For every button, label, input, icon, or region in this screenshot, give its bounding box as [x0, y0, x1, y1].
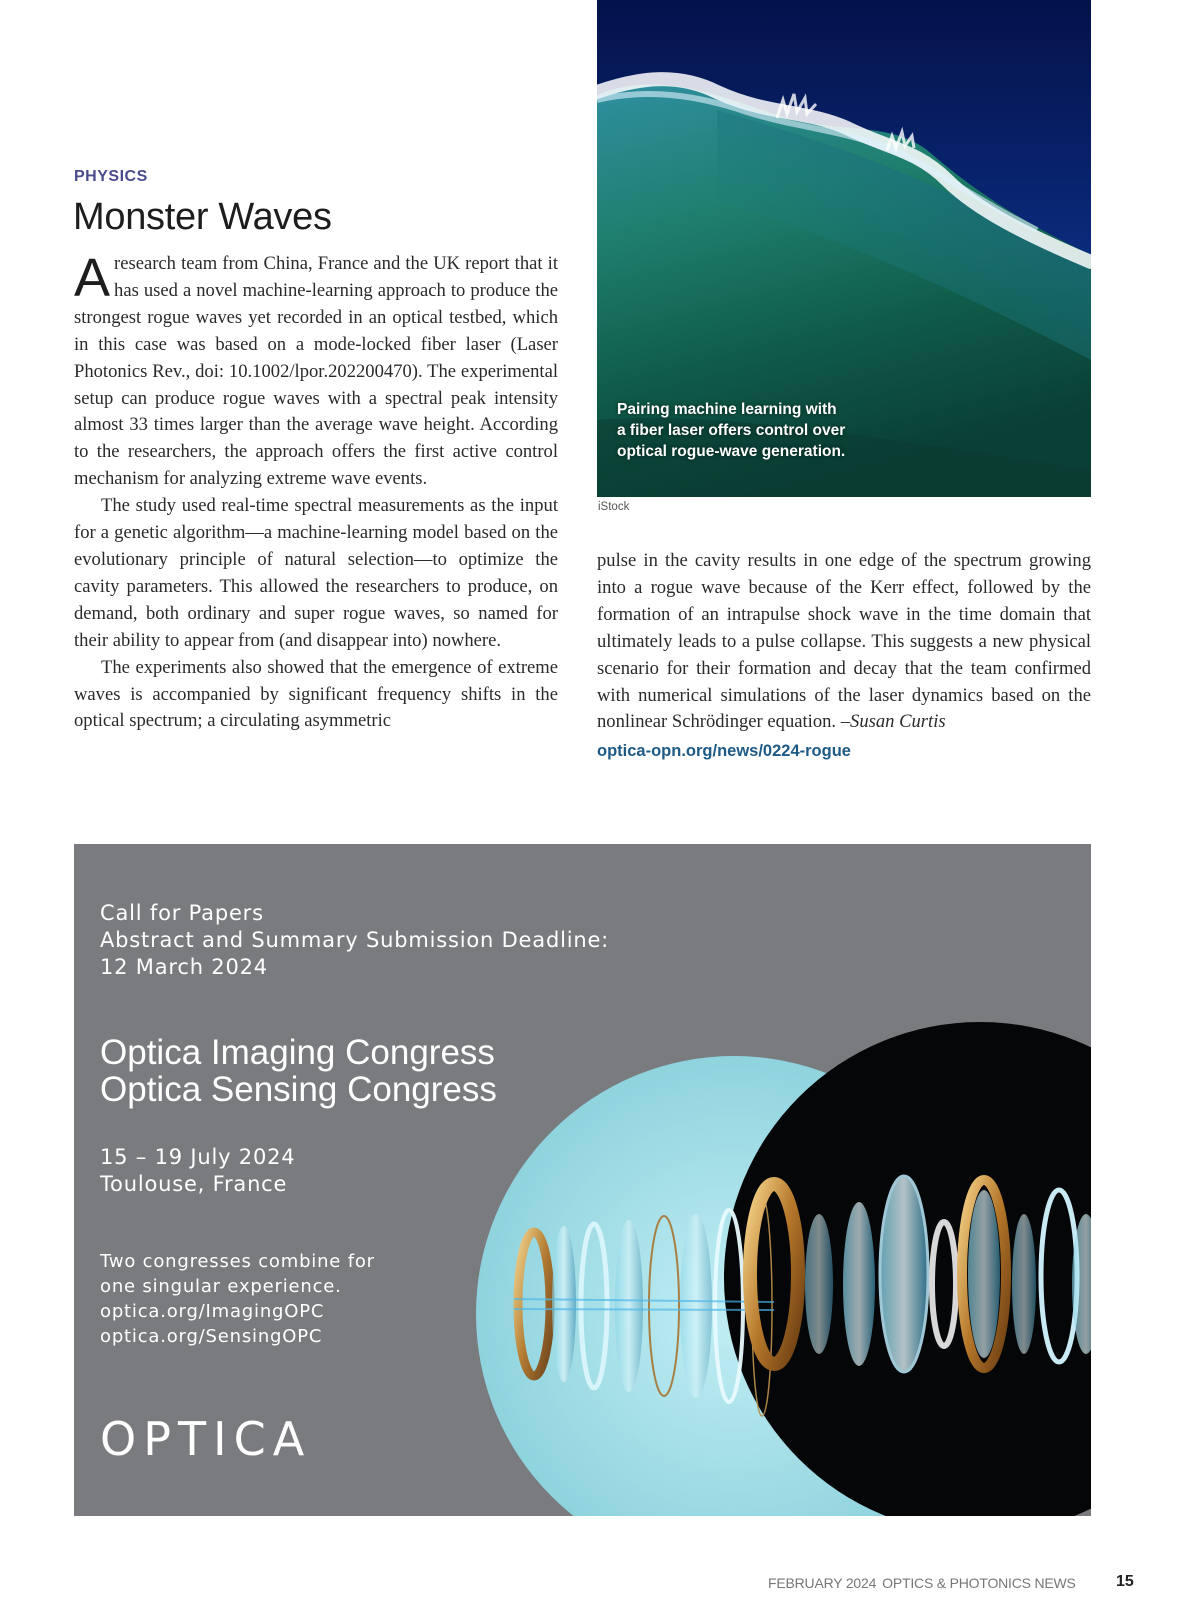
blurb-line-2: one singular experience. — [100, 1276, 342, 1297]
optica-logo: OPTICA — [100, 1412, 312, 1466]
photo-credit: iStock — [598, 501, 630, 513]
conference-advertisement[interactable] — [74, 844, 1091, 1516]
blurb-line-1: Two congresses combine for — [100, 1251, 375, 1272]
call-for-papers — [100, 900, 609, 981]
page-footer — [768, 1575, 1076, 1591]
congress-dates — [100, 1144, 295, 1198]
congress-sensing: Optica Sensing Congress — [100, 1070, 497, 1109]
paragraph-1 — [74, 248, 558, 493]
drop-cap: A — [74, 248, 111, 308]
location: Toulouse, France — [100, 1172, 288, 1196]
byline: –Susan Curtis — [840, 711, 946, 733]
paragraph-1-text: research team from China, France and the UK report that it has used a novel machine-learning approach to produce the strongest rogue waves yet recorded in an optical testbed, which in this case was based on a mode-locked fiber laser (Laser Photonics Rev., doi: 10.1002/lpor.202200470). The experimental setup can produce rogue waves with a spectral peak intensity almost 33 times larger than the average wave height. According to the researchers, the approach offers the first active control mechanism for analyzing extreme wave events. — [74, 253, 558, 490]
article-column-right — [597, 548, 1091, 765]
sensing-link[interactable]: optica.org/SensingOPC — [100, 1326, 323, 1347]
paragraph-3-start: The experiments also showed that the emergence of extreme waves is accompanied by significant frequency shifts in the optical spectrum; a circulating asymmetric — [74, 656, 558, 732]
paragraph-3-continued-text: pulse in the cavity results in one edge of the spectrum growing into a rogue wave because of the Kerr effect, followed by the formation of an intrapulse shock wave in the time domain that ultimately leads to a pulse collapse. This suggests a new physical scenario for their formation and decay that the team confirmed with numerical simulations of the laser dynamics based on the nonlinear Schrödinger equation. — [597, 550, 1091, 733]
paragraph-2: The study used real-time spectral measurements as the input for a genetic algorithm—a machine-learning model based on the evolutionary principle of natural selection—to optimize the cavity parameters. This allowed the researchers to produce, on demand, both ordinary and super rogue waves, so named for their ability to appear from (and disappear into) nowhere. — [74, 495, 558, 651]
article-link[interactable]: optica-opn.org/news/0224-rogue — [597, 742, 851, 761]
cfp-line-1: Call for Papers — [100, 901, 264, 925]
ad-blurb — [100, 1249, 375, 1349]
photo-caption: Pairing machine learning with a fiber laser offers control over optical rogue-wave generation. — [617, 401, 846, 460]
cfp-line-2: Abstract and Summary Submission Deadline: — [100, 928, 610, 952]
page-number: 15 — [1116, 1573, 1134, 1590]
imaging-link[interactable]: optica.org/ImagingOPC — [100, 1301, 325, 1322]
section-kicker: PHYSICS — [74, 168, 148, 185]
paragraph-3-continued — [597, 548, 1091, 736]
date-range: 15 – 19 July 2024 — [100, 1145, 296, 1169]
congress-titles — [100, 1034, 497, 1108]
congress-imaging: Optica Imaging Congress — [100, 1033, 495, 1072]
cfp-line-3: 12 March 2024 — [100, 955, 268, 979]
issue-date: FEBRUARY 2024 — [768, 1575, 877, 1591]
magazine-name: OPTICS & PHOTONICS NEWS — [882, 1575, 1076, 1591]
article-headline: Monster Waves — [73, 196, 332, 238]
article-column-left — [74, 248, 558, 735]
